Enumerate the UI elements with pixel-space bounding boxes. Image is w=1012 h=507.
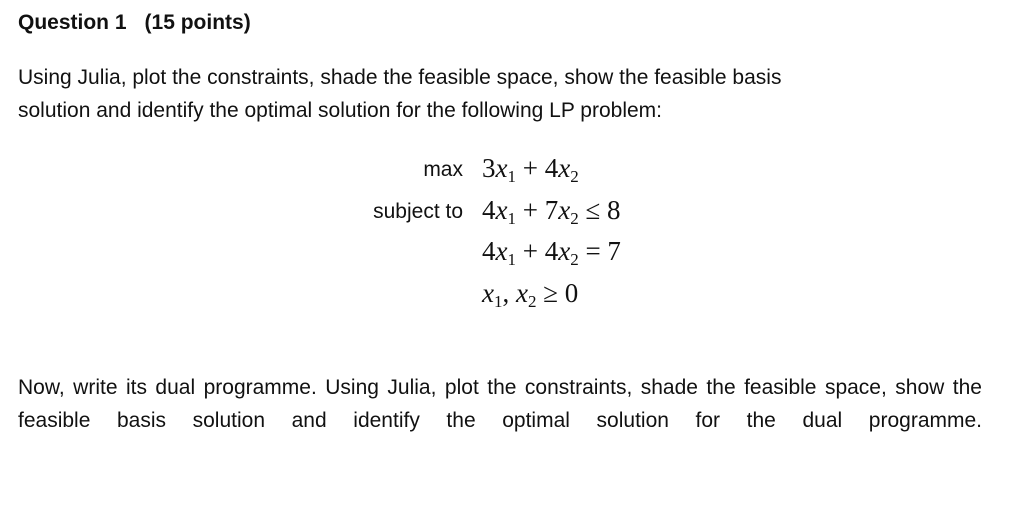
lp-objective [482, 153, 579, 184]
lp-objective-text: $3x_1 + 4x_2$ [482, 153, 579, 186]
lp-constraint-1 [482, 195, 621, 226]
lp-constraint-2 [482, 236, 621, 267]
question-heading [18, 10, 251, 36]
dual-line-3: programme. [868, 409, 982, 432]
lp-nonnegativity [482, 278, 578, 309]
lp-subject-to-label: subject to [373, 200, 463, 223]
lp-problem [0, 150, 1012, 320]
question-points: (15 points) [144, 11, 251, 34]
intro-line-1: Using Julia, plot the constraints, shade the feasible space, show the feasible basis [18, 66, 782, 89]
dual-paragraph [18, 371, 982, 470]
lp-nonnegativity-text: $x_1$, $x_2 \ge 0$ [482, 278, 579, 311]
dual-line-1: Now, write its dual programme. Using Julia, plot the constraints, shade the feasible [18, 376, 817, 399]
question-title: Question 1 [18, 11, 127, 34]
intro-paragraph [18, 61, 982, 127]
lp-constraint-2-text: $4x_1 + 4x_2 = 7$ [482, 236, 621, 269]
dual-line-2: space, show the feasible basis solution and identify the optimal solution for the dual [18, 376, 982, 432]
lp-constraint-1-text: $4x_1 + 7x_2 \le 8$ [482, 195, 621, 228]
intro-line-2: solution and identify the optimal solution for the following LP problem: [18, 99, 662, 122]
lp-max-label: max [423, 158, 463, 181]
